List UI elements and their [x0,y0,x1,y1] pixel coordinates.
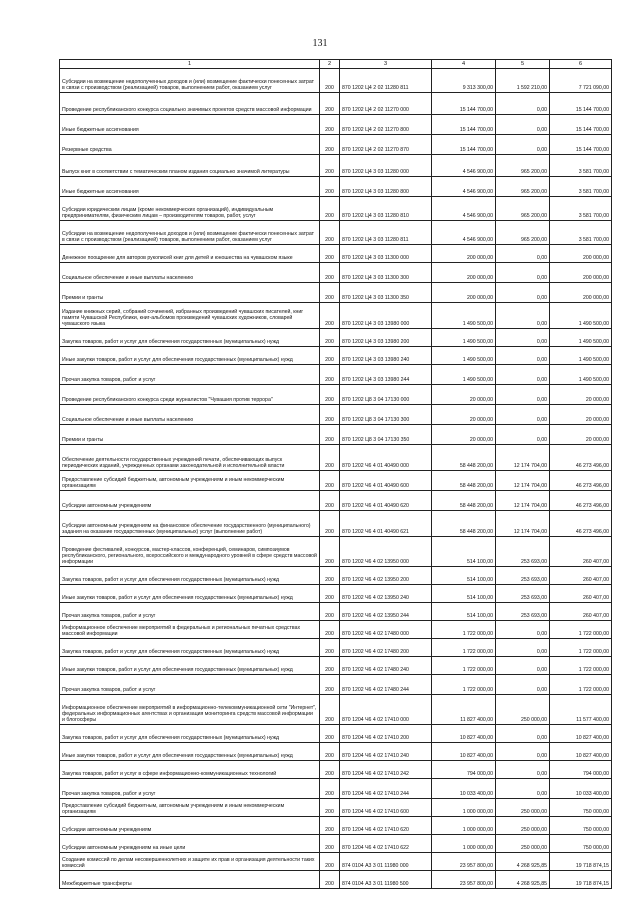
row-code: 870 1202 Ц4 3 03 13980 200 [340,329,432,347]
row-name: Закупка товаров, работ и услуг в сфере информационно-коммуникационных технологий [60,761,320,779]
row-code: 870 1202 Ц4 3 03 13980 000 [340,303,432,329]
row-name: Иные закупки товаров, работ и услуг для обеспечения государственных (муниципальных) нужд [60,347,320,365]
row-remainder: 3 581 700,00 [550,177,612,197]
page-number: 131 [312,38,328,49]
row-grbs: 200 [320,511,340,537]
row-executed: 253 693,00 [496,603,550,621]
row-code: 870 1204 Ч6 4 02 17410 242 [340,761,432,779]
row-grbs: 200 [320,817,340,835]
row-plan: 20 000,00 [432,425,496,445]
row-plan: 23 957 800,00 [432,871,496,889]
row-code: 870 1204 Ч6 4 02 17410 244 [340,779,432,799]
row-name: Информационное обеспечение мероприятий в федеральных и региональных печатных средствах массовой информации [60,621,320,639]
row-remainder: 15 144 700,00 [550,115,612,135]
table-row [60,69,612,93]
row-executed: 0,00 [496,329,550,347]
row-code: 870 1204 Ч6 4 02 17410 200 [340,725,432,743]
row-remainder: 46 273 496,00 [550,471,612,491]
row-grbs: 200 [320,93,340,115]
row-plan: 11 827 400,00 [432,695,496,725]
row-grbs: 200 [320,263,340,283]
row-grbs: 200 [320,425,340,445]
row-code: 870 1202 Ч6 4 02 17480 200 [340,639,432,657]
row-executed: 4 268 925,85 [496,853,550,871]
row-plan: 200 000,00 [432,263,496,283]
row-executed: 965 200,00 [496,177,550,197]
table-row [60,725,612,743]
row-plan: 10 827 400,00 [432,743,496,761]
row-remainder: 15 144 700,00 [550,135,612,155]
row-name: Проведение республиканского конкурса социально значимых проектов средств массовой информации [60,93,320,115]
row-plan: 1 000 000,00 [432,799,496,817]
row-remainder: 46 273 496,00 [550,491,612,511]
row-executed: 0,00 [496,621,550,639]
table-row [60,567,612,585]
row-executed: 0,00 [496,303,550,329]
row-grbs: 200 [320,537,340,567]
row-code: 870 1204 Ч6 4 02 17410 000 [340,695,432,725]
row-executed: 253 693,00 [496,585,550,603]
table-row [60,511,612,537]
row-remainder: 750 000,00 [550,817,612,835]
row-executed: 0,00 [496,115,550,135]
row-remainder: 260 407,00 [550,603,612,621]
row-remainder: 750 000,00 [550,835,612,853]
row-code: 870 1204 Ч6 4 02 17410 600 [340,799,432,817]
row-code: 870 1202 Ц8 3 04 17130 000 [340,385,432,405]
row-code: 874 0104 А3 3 01 11980 500 [340,871,432,889]
row-plan: 10 827 400,00 [432,725,496,743]
row-grbs: 200 [320,853,340,871]
row-executed: 0,00 [496,657,550,675]
row-name: Закупка товаров, работ и услуг для обеспечения государственных (муниципальных) нужд [60,639,320,657]
row-code: 870 1202 Ч6 4 01 40490 600 [340,471,432,491]
row-grbs: 200 [320,603,340,621]
row-name: Прочая закупка товаров, работ и услуг [60,365,320,385]
table-row [60,245,612,263]
row-name: Закупка товаров, работ и услуг для обеспечения государственных (муниципальных) нужд [60,725,320,743]
table-row [60,695,612,725]
row-grbs: 200 [320,155,340,177]
row-plan: 1 490 500,00 [432,303,496,329]
row-name: Премии и гранты [60,425,320,445]
row-grbs: 200 [320,69,340,93]
row-grbs: 200 [320,695,340,725]
row-code: 870 1202 Ц4 2 02 11270 000 [340,93,432,115]
column-header: 3 [340,60,432,69]
row-remainder: 1 490 500,00 [550,303,612,329]
row-code: 870 1202 Ц8 3 04 17130 300 [340,405,432,425]
column-header: 1 [60,60,320,69]
table-row [60,197,612,221]
row-remainder: 1 490 500,00 [550,329,612,347]
row-plan: 4 546 900,00 [432,155,496,177]
row-plan: 23 957 800,00 [432,853,496,871]
row-remainder: 19 718 874,15 [550,871,612,889]
row-grbs: 200 [320,585,340,603]
row-code: 870 1204 Ч6 4 02 17410 620 [340,817,432,835]
row-code: 870 1202 Ч6 4 02 17480 244 [340,675,432,695]
row-plan: 794 000,00 [432,761,496,779]
row-remainder: 1 490 500,00 [550,347,612,365]
row-code: 870 1202 Ч6 4 02 17480 000 [340,621,432,639]
row-grbs: 200 [320,115,340,135]
row-code: 870 1202 Ч6 4 02 17480 240 [340,657,432,675]
row-name: Прочая закупка товаров, работ и услуг [60,675,320,695]
row-remainder: 260 407,00 [550,567,612,585]
row-plan: 1 000 000,00 [432,817,496,835]
table-row [60,177,612,197]
row-name: Денежное поощрение для авторов рукописей книг для детей и юношества на чувашском языке [60,245,320,263]
row-name: Издание книжных серий, собраний сочинений, избранных произведений чувашских писателей, книг памяти Чувашской Республики, книг-альбомов произведений чувашских художников, словарей чувашского языка [60,303,320,329]
row-grbs: 200 [320,283,340,303]
table-row [60,445,612,471]
table-row [60,603,612,621]
column-number-row [60,60,612,69]
row-name: Межбюджетные трансферты [60,871,320,889]
row-code: 870 1202 Ц4 2 02 11270 800 [340,115,432,135]
row-code: 870 1202 Ц4 3 03 11280 800 [340,177,432,197]
row-remainder: 260 407,00 [550,537,612,567]
row-plan: 15 144 700,00 [432,115,496,135]
row-plan: 1 490 500,00 [432,365,496,385]
row-remainder: 1 722 000,00 [550,639,612,657]
row-name: Закупка товаров, работ и услуг для обеспечения государственных (муниципальных) нужд [60,567,320,585]
row-executed: 0,00 [496,725,550,743]
row-name: Предоставление субсидий бюджетным, автономным учреждениям и иным некоммерческим организациям [60,799,320,817]
row-grbs: 200 [320,221,340,245]
row-code: 870 1202 Ч6 4 02 13950 200 [340,567,432,585]
row-name: Выпуск книг в соответствии с тематическим планом издания социально значимой литературы [60,155,320,177]
row-grbs: 200 [320,329,340,347]
row-remainder: 20 000,00 [550,385,612,405]
table-row [60,329,612,347]
row-remainder: 20 000,00 [550,405,612,425]
row-name: Иные закупки товаров, работ и услуг для обеспечения государственных (муниципальных) нужд [60,585,320,603]
row-grbs: 200 [320,567,340,585]
row-plan: 1 722 000,00 [432,639,496,657]
table-row [60,639,612,657]
row-code: 870 1202 Ц4 3 03 11280 811 [340,221,432,245]
row-executed: 965 200,00 [496,155,550,177]
row-executed: 12 174 704,00 [496,445,550,471]
row-code: 870 1202 Ч6 4 01 40490 620 [340,491,432,511]
row-grbs: 200 [320,177,340,197]
table-row [60,675,612,695]
row-executed: 0,00 [496,347,550,365]
row-code: 870 1202 Ц8 3 04 17130 350 [340,425,432,445]
row-code: 870 1202 Ц4 3 03 11300 000 [340,245,432,263]
column-header: 4 [432,60,496,69]
row-name: Проведение республиканского конкурса среди журналистов "Чувашия против террора" [60,385,320,405]
row-executed: 0,00 [496,425,550,445]
table-row [60,585,612,603]
row-name: Субсидии автономным учреждениям [60,491,320,511]
column-header: 2 [320,60,340,69]
row-executed: 0,00 [496,283,550,303]
row-name: Социальное обеспечение и иные выплаты населению [60,263,320,283]
row-grbs: 200 [320,135,340,155]
row-code: 870 1204 Ч6 4 02 17410 240 [340,743,432,761]
row-remainder: 794 000,00 [550,761,612,779]
row-code: 870 1202 Ч6 4 02 13950 000 [340,537,432,567]
row-grbs: 200 [320,675,340,695]
table-row [60,115,612,135]
row-executed: 253 693,00 [496,537,550,567]
row-plan: 15 144 700,00 [432,135,496,155]
row-grbs: 200 [320,197,340,221]
row-executed: 965 200,00 [496,197,550,221]
row-plan: 58 448 200,00 [432,445,496,471]
row-code: 870 1202 Ц4 2 02 11270 870 [340,135,432,155]
row-grbs: 200 [320,347,340,365]
table-row [60,817,612,835]
row-remainder: 200 000,00 [550,263,612,283]
row-grbs: 200 [320,491,340,511]
row-grbs: 200 [320,621,340,639]
row-remainder: 200 000,00 [550,283,612,303]
table-row [60,365,612,385]
row-executed: 965 200,00 [496,221,550,245]
row-plan: 1 490 500,00 [432,347,496,365]
row-executed: 0,00 [496,675,550,695]
table-row [60,743,612,761]
table-row [60,347,612,365]
row-name: Прочая закупка товаров, работ и услуг [60,603,320,621]
row-name: Социальное обеспечение и иные выплаты населению [60,405,320,425]
table-row [60,853,612,871]
row-name: Субсидии юридическим лицам (кроме некоммерческих организаций), индивидуальным предпринимателям, физическим лицам – производителям товаров, работ, услуг [60,197,320,221]
row-remainder: 260 407,00 [550,585,612,603]
row-plan: 514 100,00 [432,585,496,603]
row-plan: 1 722 000,00 [432,621,496,639]
row-code: 870 1202 Ц4 3 03 11280 810 [340,197,432,221]
row-executed: 12 174 704,00 [496,511,550,537]
row-plan: 1 490 500,00 [432,329,496,347]
row-plan: 20 000,00 [432,405,496,425]
row-executed: 250 000,00 [496,799,550,817]
row-code: 870 1202 Ц4 3 03 13980 240 [340,347,432,365]
row-executed: 4 268 925,85 [496,871,550,889]
row-code: 870 1202 Ч6 4 02 13950 240 [340,585,432,603]
row-grbs: 200 [320,471,340,491]
row-name: Резервные средства [60,135,320,155]
row-remainder: 1 722 000,00 [550,621,612,639]
row-plan: 514 100,00 [432,537,496,567]
row-remainder: 10 827 400,00 [550,725,612,743]
row-executed: 0,00 [496,245,550,263]
table-row [60,835,612,853]
row-executed: 12 174 704,00 [496,491,550,511]
row-plan: 9 313 300,00 [432,69,496,93]
row-remainder: 7 721 090,00 [550,69,612,93]
row-code: 870 1202 Ц4 3 03 13980 244 [340,365,432,385]
row-name: Иные бюджетные ассигнования [60,177,320,197]
row-executed: 0,00 [496,93,550,115]
row-code: 874 0104 А3 3 01 11980 000 [340,853,432,871]
row-name: Субсидии автономным учреждениям на иные цели [60,835,320,853]
row-plan: 10 033 400,00 [432,779,496,799]
row-code: 870 1202 Ц4 3 03 11300 350 [340,283,432,303]
row-name: Субсидии на возмещение недополученных доходов и (или) возмещение фактически понесенных затрат в связи с производством (реализацией) товаров, выполнением работ, оказанием услуг [60,69,320,93]
row-remainder: 1 722 000,00 [550,657,612,675]
row-executed: 0,00 [496,761,550,779]
row-plan: 1 722 000,00 [432,657,496,675]
table-row [60,405,612,425]
row-plan: 514 100,00 [432,567,496,585]
table-row [60,425,612,445]
row-remainder: 11 577 400,00 [550,695,612,725]
row-remainder: 3 581 700,00 [550,197,612,221]
row-remainder: 1 490 500,00 [550,365,612,385]
row-remainder: 3 581 700,00 [550,221,612,245]
row-name: Закупка товаров, работ и услуг для обеспечения государственных (муниципальных) нужд [60,329,320,347]
row-name: Создание комиссий по делам несовершеннолетних и защите их прав и организация деятельности таких комиссий [60,853,320,871]
row-grbs: 200 [320,639,340,657]
row-executed: 250 000,00 [496,695,550,725]
row-executed: 12 174 704,00 [496,471,550,491]
row-plan: 15 144 700,00 [432,93,496,115]
row-grbs: 200 [320,835,340,853]
row-name: Иные закупки товаров, работ и услуг для обеспечения государственных (муниципальных) нужд [60,657,320,675]
row-grbs: 200 [320,245,340,263]
row-executed: 250 000,00 [496,835,550,853]
column-header: 5 [496,60,550,69]
row-remainder: 46 273 496,00 [550,445,612,471]
row-name: Субсидии автономным учреждениям на финансовое обеспечение государственного (муниципального) задания на оказание государственных (муниципальных) услуг (выполнение работ) [60,511,320,537]
table-row [60,93,612,115]
row-grbs: 200 [320,365,340,385]
row-plan: 514 100,00 [432,603,496,621]
table-row [60,135,612,155]
row-executed: 0,00 [496,365,550,385]
row-remainder: 10 827 400,00 [550,743,612,761]
row-code: 870 1204 Ч6 4 02 17410 622 [340,835,432,853]
row-plan: 1 722 000,00 [432,675,496,695]
row-name: Иные бюджетные ассигнования [60,115,320,135]
row-remainder: 20 000,00 [550,425,612,445]
row-grbs: 200 [320,799,340,817]
row-plan: 4 546 900,00 [432,197,496,221]
row-remainder: 19 718 874,15 [550,853,612,871]
row-plan: 4 546 900,00 [432,177,496,197]
row-plan: 20 000,00 [432,385,496,405]
table-row [60,385,612,405]
row-plan: 200 000,00 [432,283,496,303]
row-code: 870 1202 Ч6 4 02 13950 244 [340,603,432,621]
row-remainder: 200 000,00 [550,245,612,263]
row-name: Проведение фестивалей, конкурсов, мастер-классов, конференций, семинаров, симпозиумов республиканского, регионального, всероссийского и международного уровней в сфере средств массовой информации [60,537,320,567]
column-header: 6 [550,60,612,69]
row-grbs: 200 [320,779,340,799]
table-row [60,537,612,567]
row-name: Иные закупки товаров, работ и услуг для обеспечения государственных (муниципальных) нужд [60,743,320,761]
row-remainder: 1 722 000,00 [550,675,612,695]
row-executed: 0,00 [496,779,550,799]
table-row [60,621,612,639]
table-row [60,283,612,303]
row-name: Обеспечение деятельности государственных учреждений печати, обеспечивающих выпуск периодических изданий, учрежденных органами законодательной и исполнительной власти [60,445,320,471]
row-grbs: 200 [320,445,340,471]
table-row [60,761,612,779]
row-remainder: 10 033 400,00 [550,779,612,799]
row-name: Субсидии на возмещение недополученных доходов и (или) возмещение фактически понесенных затрат в связи с производством (реализацией) товаров, выполнением работ, оказанием услуг [60,221,320,245]
row-name: Субсидии автономным учреждениям [60,817,320,835]
row-executed: 0,00 [496,135,550,155]
row-plan: 58 448 200,00 [432,511,496,537]
row-grbs: 200 [320,761,340,779]
row-plan: 4 546 900,00 [432,221,496,245]
row-plan: 58 448 200,00 [432,471,496,491]
budget-execution-table [59,59,612,889]
table-row [60,263,612,283]
row-executed: 0,00 [496,639,550,657]
row-code: 870 1202 Ц4 3 03 11300 300 [340,263,432,283]
row-name: Прочая закупка товаров, работ и услуг [60,779,320,799]
row-grbs: 200 [320,385,340,405]
row-name: Премии и гранты [60,283,320,303]
row-grbs: 200 [320,743,340,761]
table-row [60,657,612,675]
row-executed: 253 693,00 [496,567,550,585]
row-code: 870 1202 Ц4 2 02 11280 811 [340,69,432,93]
row-name: Предоставление субсидий бюджетным, автономным учреждениям и иным некоммерческим организациям [60,471,320,491]
row-code: 870 1202 Ч6 4 01 40490 621 [340,511,432,537]
table-row [60,799,612,817]
row-code: 870 1202 Ц4 3 03 11280 000 [340,155,432,177]
row-plan: 200 000,00 [432,245,496,263]
table-row [60,221,612,245]
table-row [60,871,612,889]
row-grbs: 200 [320,725,340,743]
row-executed: 1 592 210,00 [496,69,550,93]
row-executed: 0,00 [496,263,550,283]
row-plan: 1 000 000,00 [432,835,496,853]
table-row [60,471,612,491]
row-grbs: 200 [320,405,340,425]
row-executed: 0,00 [496,743,550,761]
row-remainder: 46 273 496,00 [550,511,612,537]
table-row [60,155,612,177]
row-remainder: 750 000,00 [550,799,612,817]
row-grbs: 200 [320,303,340,329]
table-body [60,69,612,889]
row-remainder: 15 144 700,00 [550,93,612,115]
row-name: Информационное обеспечение мероприятий в информационно-телекоммуникационной сети "Интернет", федеральных информационных агентствах и организация мониторинга средств массовой информации и блогосферы [60,695,320,725]
row-code: 870 1202 Ч6 4 01 40490 000 [340,445,432,471]
row-remainder: 3 581 700,00 [550,155,612,177]
row-grbs: 200 [320,871,340,889]
table-row [60,303,612,329]
row-executed: 0,00 [496,385,550,405]
table-row [60,779,612,799]
row-executed: 250 000,00 [496,817,550,835]
row-plan: 58 448 200,00 [432,491,496,511]
table-row [60,491,612,511]
row-grbs: 200 [320,657,340,675]
row-executed: 0,00 [496,405,550,425]
